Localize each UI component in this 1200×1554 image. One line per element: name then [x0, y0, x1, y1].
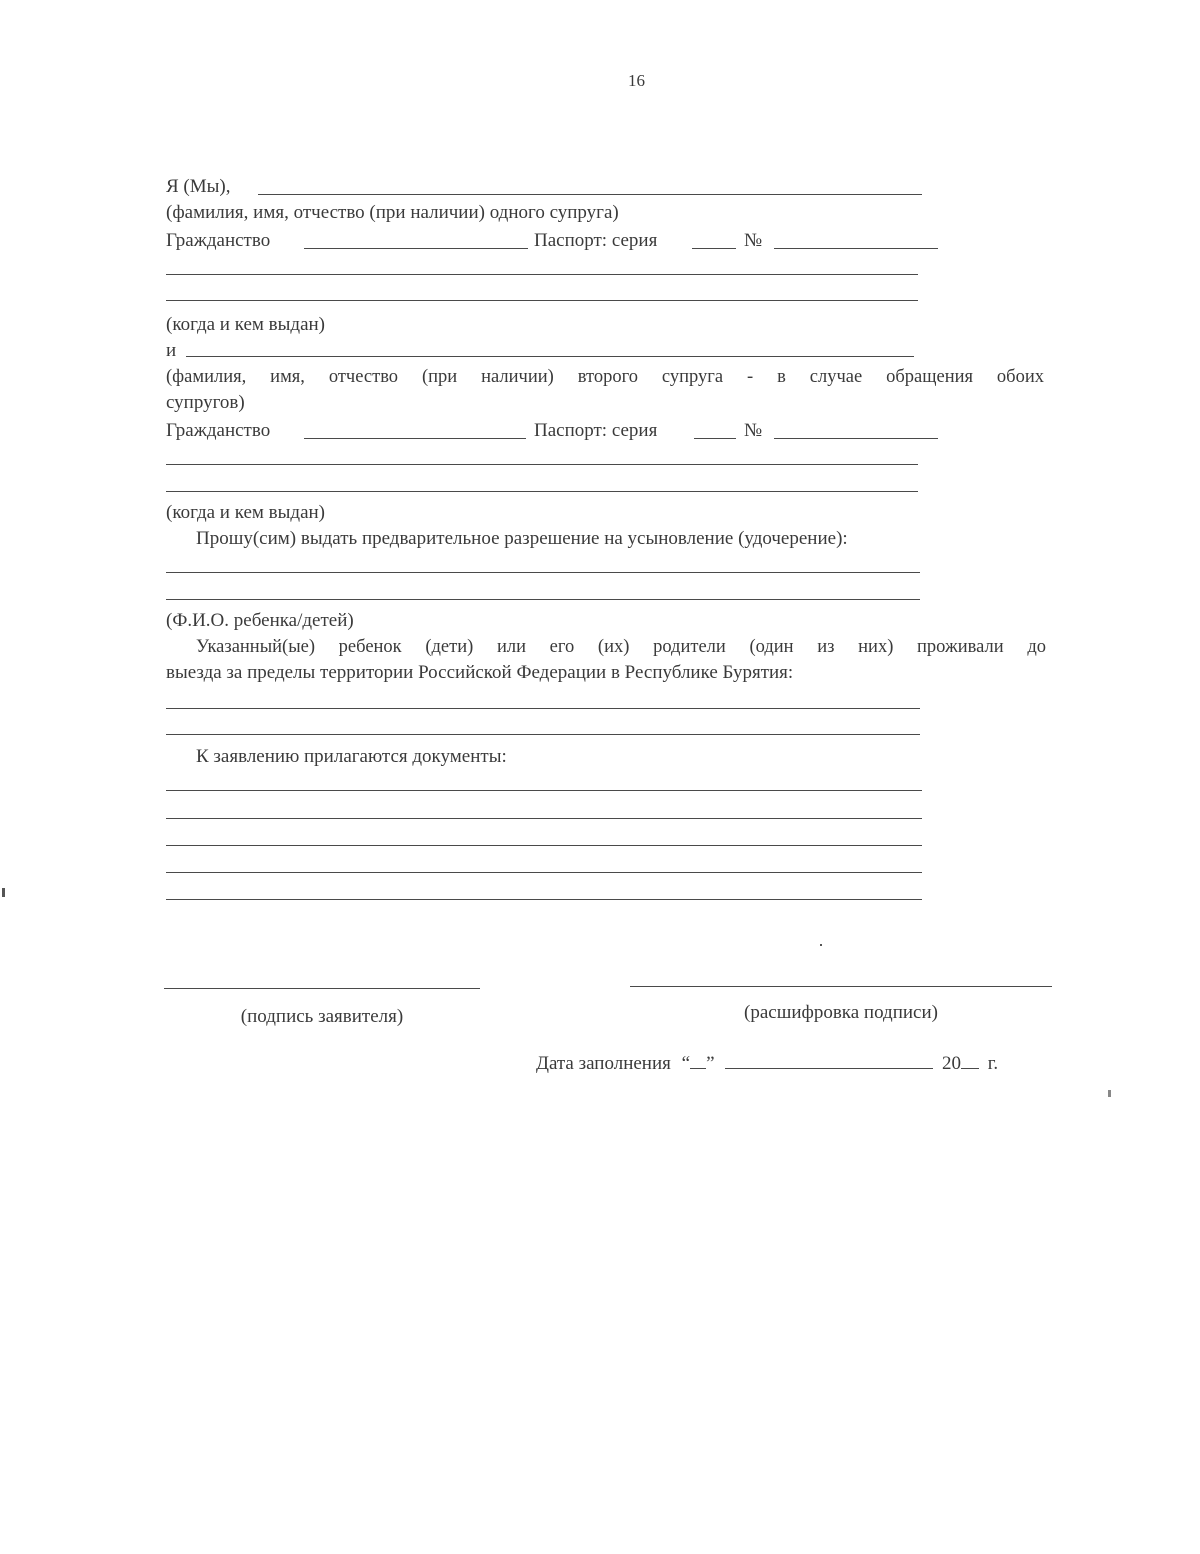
page-number: 16 [628, 71, 645, 90]
spouse2-issued-line-2[interactable] [166, 491, 918, 492]
attachments-line-4[interactable] [166, 872, 922, 873]
date-label: Дата заполнения [536, 1053, 671, 1074]
date-quote-open: “ [681, 1053, 691, 1074]
request-text: Прошу(сим) выдать предварительное разрешение на усыновление (удочерение): [196, 528, 848, 549]
attachments-line-2[interactable] [166, 818, 922, 819]
spouse2-fio-field[interactable] [186, 334, 914, 357]
spouse2-citizenship-label: Гражданство [166, 420, 271, 441]
spouse2-lead: и [166, 340, 177, 361]
spouse2-fio-caption-line2: супругов) [166, 392, 245, 413]
spouse1-citizenship-label: Гражданство [166, 230, 271, 251]
date-quote-close: ” [706, 1053, 715, 1074]
spouse1-issued-line-2[interactable] [166, 300, 918, 301]
spouse2-passport-number-label: № [744, 420, 763, 441]
spouse2-issued-caption: (когда и кем выдан) [166, 502, 326, 523]
spouse1-passport-number-label: № [744, 230, 763, 251]
date-year-field[interactable] [961, 1050, 979, 1069]
spouse1-fio-caption: (фамилия, имя, отчество (при наличии) одного супруга) [166, 202, 619, 223]
residence-line-1[interactable] [166, 708, 920, 709]
spouse1-citizenship-field[interactable] [304, 226, 528, 249]
spouse2-citizenship-field[interactable] [304, 416, 526, 439]
spouse1-passport-number-field[interactable] [774, 226, 938, 249]
child-name-line-1[interactable] [166, 572, 920, 573]
spouse2-issued-line-1[interactable] [166, 464, 918, 465]
date-month-field[interactable] [725, 1050, 933, 1069]
spouse1-lead: Я (Мы), [166, 176, 231, 197]
spouse2-fio-caption-line1: (фамилия, имя, отчество (при наличии) второго супруга - в случае обращения обоих [166, 367, 1044, 387]
attachments-line-5[interactable] [166, 899, 922, 900]
spouse1-issued-caption: (когда и кем выдан) [166, 314, 326, 335]
attachments-line-1[interactable] [166, 790, 922, 791]
applicant-signature-line[interactable] [164, 988, 480, 989]
residence-line2: выезда за пределы территории Российской Федерации в Республике Бурятия: [166, 662, 794, 683]
date-row [536, 1050, 998, 1075]
applicant-signature-caption: (подпись заявителя) [240, 1006, 404, 1027]
spouse2-passport-number-field[interactable] [774, 416, 938, 439]
attachments-line-3[interactable] [166, 845, 922, 846]
spouse1-passport-series-field[interactable] [692, 226, 736, 249]
child-name-caption: (Ф.И.О. ребенка/детей) [166, 610, 354, 631]
spouse1-issued-line-1[interactable] [166, 274, 918, 275]
residence-line1: Указанный(ые) ребенок (дети) или его (их) родители (один из них) проживали до [196, 637, 1046, 657]
residence-line-2[interactable] [166, 734, 920, 735]
date-year-suffix: г. [987, 1053, 999, 1074]
scan-speck [2, 888, 5, 897]
spouse1-passport-series-label: Паспорт: серия [534, 230, 658, 251]
spouse2-passport-series-field[interactable] [694, 416, 736, 439]
date-day-field[interactable] [690, 1050, 706, 1069]
attachments-label: К заявлению прилагаются документы: [196, 746, 507, 767]
signature-decode-line[interactable] [630, 986, 1052, 987]
date-year-prefix: 20 [942, 1053, 962, 1074]
scan-speck [820, 944, 822, 946]
spouse2-passport-series-label: Паспорт: серия [534, 420, 658, 441]
scan-speck [1108, 1090, 1111, 1097]
signature-decode-caption: (расшифровка подписи) [744, 1002, 938, 1023]
spouse1-fio-field[interactable] [258, 172, 922, 195]
child-name-line-2[interactable] [166, 599, 920, 600]
